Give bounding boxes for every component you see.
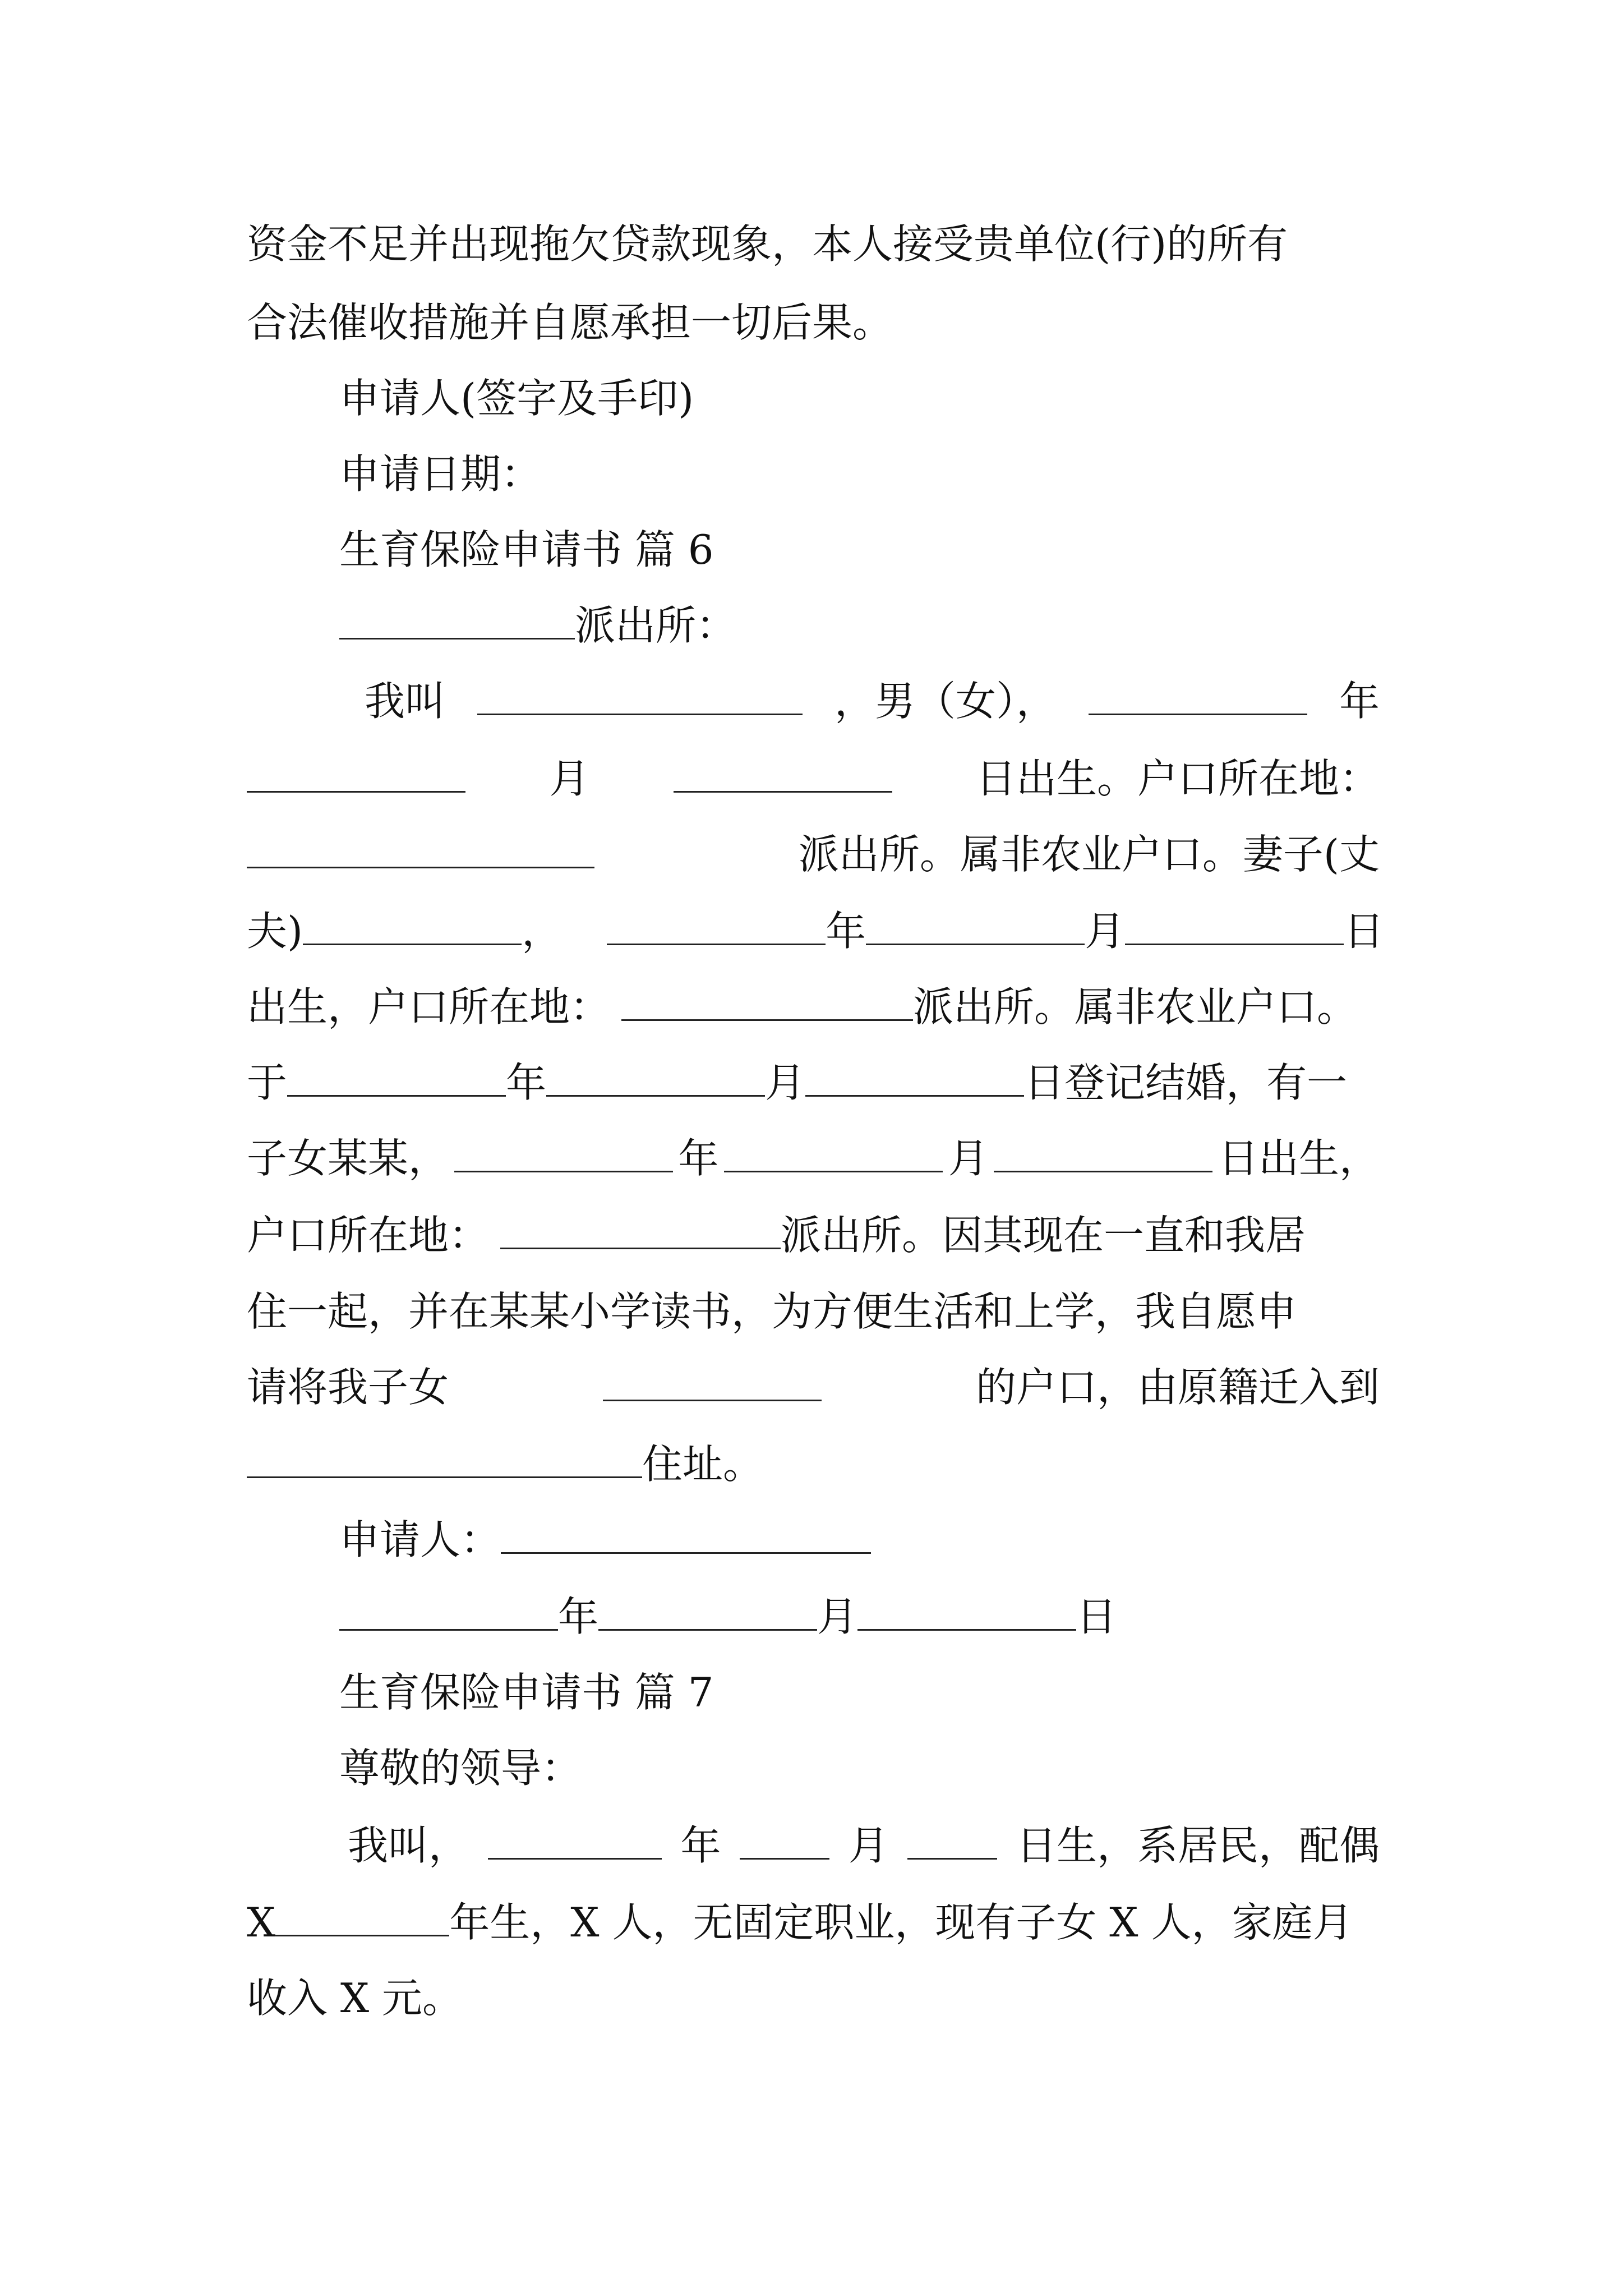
fill-blank bbox=[907, 1822, 997, 1860]
text: 申请人(签字及手印) bbox=[339, 375, 694, 422]
fill-blank bbox=[1089, 678, 1307, 715]
text-line bbox=[247, 216, 1380, 272]
text: 年 bbox=[1339, 678, 1380, 725]
text: 子女某某， bbox=[247, 1135, 449, 1182]
text-line bbox=[247, 1359, 1380, 1415]
fill-blank bbox=[603, 1364, 822, 1401]
text: ，男（女）， bbox=[834, 678, 1057, 725]
text: 月 bbox=[549, 755, 590, 802]
text: 月 bbox=[817, 1593, 858, 1640]
text: 派出所。属非农业户口。 bbox=[913, 983, 1358, 1030]
text: 日 bbox=[1076, 1593, 1117, 1640]
applicant-line bbox=[339, 1512, 1472, 1568]
text: 日登记结婚，有一 bbox=[1024, 1059, 1348, 1106]
fill-blank bbox=[501, 1516, 871, 1554]
fill-blank bbox=[805, 1059, 1024, 1097]
fill-blank bbox=[247, 831, 594, 868]
section-heading bbox=[339, 522, 1472, 578]
fill-blank bbox=[339, 1593, 558, 1631]
text: ， bbox=[522, 908, 562, 955]
text: 资金不足并出现拖欠贷款现象，本人接受贵单位(行)的所有 bbox=[247, 220, 1288, 268]
fill-blank bbox=[477, 678, 803, 715]
text-line bbox=[247, 295, 1380, 351]
fill-blank bbox=[857, 1593, 1076, 1631]
text-line bbox=[247, 1055, 1380, 1111]
fill-blank bbox=[598, 1593, 817, 1631]
text: 派出所。因其现在一直和我居 bbox=[781, 1212, 1306, 1259]
text-line bbox=[365, 673, 1380, 729]
text: 日出生。户口所在地： bbox=[975, 755, 1380, 802]
text: 我叫 bbox=[365, 678, 446, 725]
text: 合法催收措施并自愿承担一切后果。 bbox=[247, 299, 893, 346]
fill-blank bbox=[724, 1135, 943, 1172]
text: 尊敬的领导： bbox=[339, 1745, 582, 1792]
text: 年 bbox=[558, 1593, 599, 1640]
fill-blank bbox=[1125, 908, 1344, 945]
fill-blank bbox=[500, 1212, 781, 1249]
text: 日出生， bbox=[1218, 1135, 1380, 1182]
fill-blank bbox=[287, 1059, 506, 1097]
applicant-signature-line bbox=[339, 370, 1472, 426]
heading-text: 生育保险申请书 篇 6 bbox=[339, 526, 714, 573]
text: 年生，X 人，无固定职业，现有子女 X 人，家庭月 bbox=[449, 1899, 1353, 1946]
text: 日 bbox=[1344, 908, 1385, 955]
fill-blank bbox=[488, 1822, 662, 1860]
text: 收入 X 元。 bbox=[247, 1975, 463, 2022]
fill-blank bbox=[607, 908, 826, 945]
text-line bbox=[348, 1818, 1380, 1874]
application-date-line bbox=[339, 446, 1472, 502]
fill-blank bbox=[866, 908, 1085, 945]
text: 我叫， bbox=[348, 1822, 469, 1869]
text: 月 bbox=[848, 1822, 889, 1869]
text: 申请日期： bbox=[339, 450, 542, 498]
fill-blank bbox=[275, 1899, 449, 1936]
salutation bbox=[339, 1740, 1472, 1796]
heading-text: 生育保险申请书 篇 7 bbox=[339, 1669, 714, 1716]
text-line bbox=[247, 1894, 1380, 1950]
text: 月 bbox=[948, 1135, 989, 1182]
text: 派出所： bbox=[575, 602, 737, 649]
text-line bbox=[247, 826, 1380, 882]
text: 月 bbox=[1085, 908, 1126, 955]
addressee-line bbox=[339, 597, 1472, 654]
fill-blank bbox=[621, 983, 913, 1021]
text: 年 bbox=[678, 1135, 719, 1182]
text: 户口所在地： bbox=[247, 1212, 490, 1259]
text: 日生，系居民，配偶 bbox=[1016, 1822, 1380, 1869]
text: 住一起，并在某某小学读书，为方便生活和上学，我自愿申 bbox=[247, 1288, 1297, 1335]
text-line bbox=[247, 1130, 1380, 1186]
text: 申请人： bbox=[339, 1516, 501, 1563]
text-line bbox=[247, 751, 1380, 807]
text-line bbox=[247, 1970, 1380, 2026]
text: 请将我子女 bbox=[247, 1364, 449, 1411]
text: 的户口，由原籍迁入到 bbox=[975, 1364, 1380, 1411]
text: 年 bbox=[680, 1822, 721, 1869]
fill-blank bbox=[674, 755, 892, 793]
text: X bbox=[247, 1899, 276, 1946]
text-line bbox=[247, 1283, 1380, 1340]
text-line bbox=[247, 1207, 1380, 1263]
fill-blank bbox=[454, 1135, 673, 1172]
section-heading bbox=[339, 1664, 1472, 1720]
text: 于 bbox=[247, 1059, 288, 1106]
text: 月 bbox=[765, 1059, 806, 1106]
text: 住址。 bbox=[642, 1441, 764, 1488]
text: 派出所。属非农业户口。妻子(丈 bbox=[798, 831, 1380, 878]
text-line bbox=[247, 979, 1380, 1035]
text: 出生，户口所在地： bbox=[247, 983, 611, 1030]
text-line bbox=[247, 903, 1385, 959]
text: 年 bbox=[826, 908, 866, 955]
fill-blank bbox=[546, 1059, 765, 1097]
fill-blank bbox=[339, 602, 575, 639]
date-line bbox=[339, 1589, 1472, 1645]
fill-blank bbox=[247, 1441, 642, 1478]
fill-blank bbox=[740, 1822, 829, 1860]
fill-blank bbox=[994, 1135, 1212, 1172]
text: 年 bbox=[506, 1059, 547, 1106]
text: 夫) bbox=[247, 908, 303, 955]
fill-blank bbox=[303, 908, 522, 945]
text-line bbox=[247, 1436, 1380, 1492]
fill-blank bbox=[247, 755, 465, 793]
